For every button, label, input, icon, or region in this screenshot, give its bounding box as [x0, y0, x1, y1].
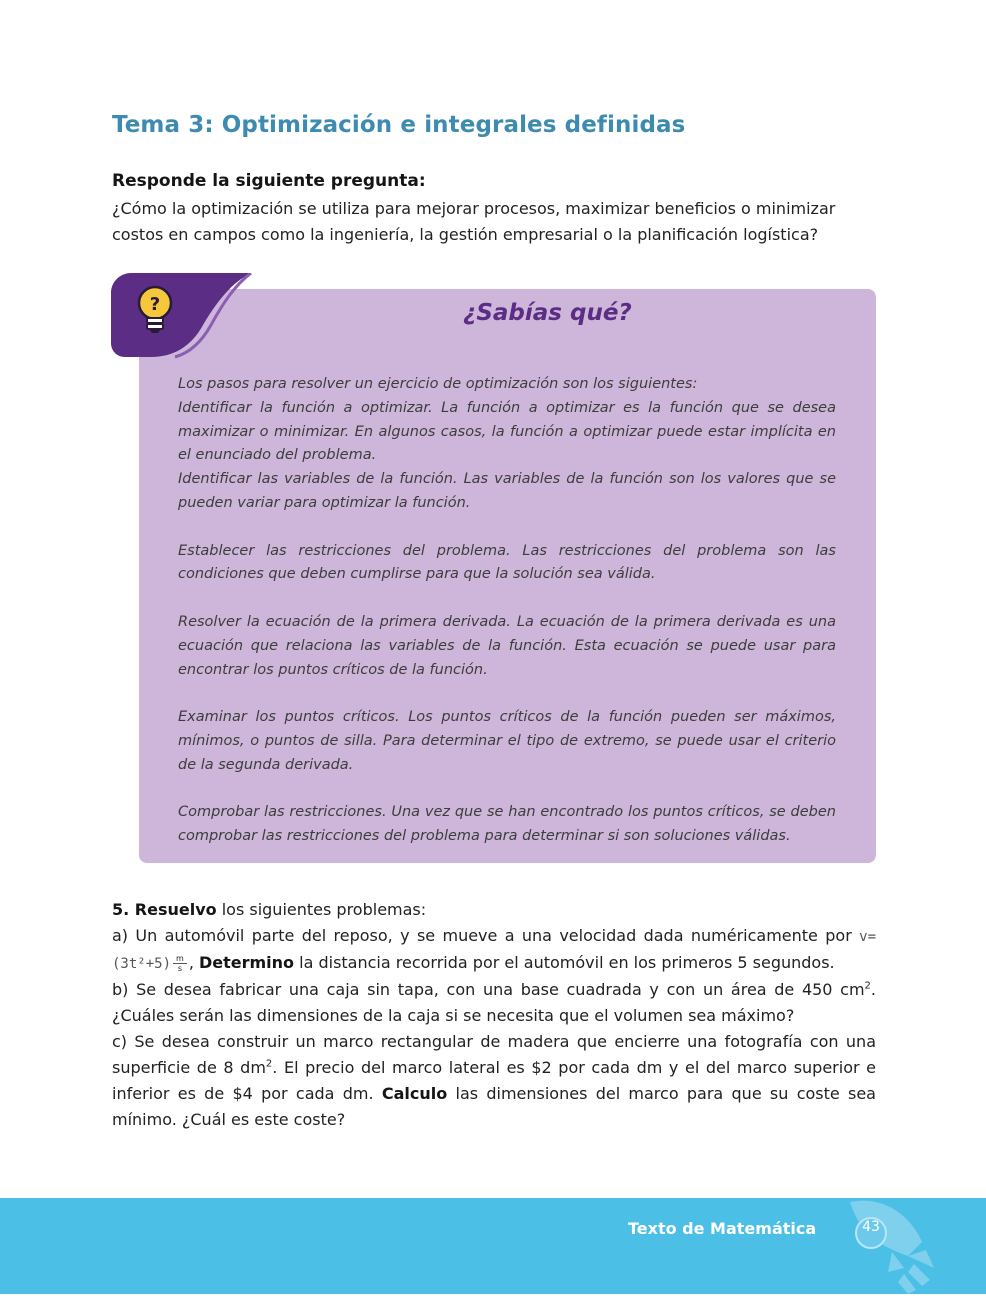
problem-b: b) Se desea fabricar una caja sin tapa, con una base cuadrada y con un área de 450 $cm^2$. ¿Cuáles serán las dimensiones de la caja si se necesita que el volumen sea máximo? — [112, 980, 876, 1025]
problems-intro: 5. Resuelvo los siguientes problemas: — [112, 900, 427, 919]
problem-c: c) Se desea construir un marco rectangular de madera que encierre una fotografía con una superficie de 8 $dm^2$. El precio del marco lateral es $2 por cada dm y el del marco superior e inferior es de $4 por cada dm. Calculo las dimensiones del marco para que su coste sea mínimo. ¿Cuál es este coste? — [112, 1032, 876, 1129]
callout-text — [178, 373, 836, 849]
callout-paragraph: Comprobar las restricciones. Una vez que se han encontrado los puntos críticos, se deben comprobar las restricciones del problema para determinar si son soluciones válidas. — [178, 804, 836, 845]
unit-fraction: $\frac{m}{s}$ — [173, 954, 187, 973]
callout-paragraph: Los pasos para resolver un ejercicio de optimización son los siguientes: — [178, 376, 698, 392]
page-title: Tema 3: Optimización e integrales definidas — [112, 112, 686, 138]
callout-paragraph: Identificar la función a optimizar. La función a optimizar es la función que se desea maximizar o minimizar. En algunos casos, la función a optimizar puede estar implícita en el enunciado del problema. — [178, 399, 836, 464]
callout-paragraph: Identificar las variables de la función. Las variables de la función son los valores que se pueden variar para optimizar la función. — [178, 471, 836, 511]
question-heading: Responde la siguiente pregunta: — [112, 171, 426, 191]
callout-title: ¿Sabías qué? — [463, 300, 632, 326]
footer-text: Texto de Matemática — [628, 1219, 817, 1238]
rocket-icon — [830, 1198, 950, 1294]
lightbulb-question-icon — [133, 285, 177, 335]
question-text: ¿Cómo la optimización se utiliza para mejorar procesos, maximizar beneficios o minimizar costos en campos como la ingeniería, la gestión empresarial o la planificación logística? — [112, 199, 836, 244]
page-number: 43 — [862, 1219, 880, 1235]
callout-paragraph: Examinar los puntos críticos. Los puntos críticos de la función pueden ser máximos, mínimos, o puntos de silla. Para determinar el tipo de extremo, se puede usar el criterio de la segunda derivada. — [178, 709, 836, 773]
problems-section — [112, 897, 876, 1133]
callout-paragraph: Establecer las restricciones del problema. Las restricciones del problema son las condiciones que deben cumplirse para que la solución sea válida. — [178, 542, 836, 583]
callout-paragraph: Resolver la ecuación de la primera derivada. La ecuación de la primera derivada es una ecuación que relaciona las variables de la función. Esta ecuación se puede usar para encontrar los puntos críticos de la función. — [178, 613, 836, 678]
svg-text:?: ? — [149, 294, 161, 315]
velocity-formula: v=(3t²+5) — [112, 929, 876, 972]
problem-a: a) Un automóvil parte del reposo, y se mueve a una velocidad dada numéricamente por v=(3t²+5) $\frac{m}{s}$ , Determino la distancia recorrida por el automóvil en los primeros 5 segundos. — [112, 926, 876, 973]
